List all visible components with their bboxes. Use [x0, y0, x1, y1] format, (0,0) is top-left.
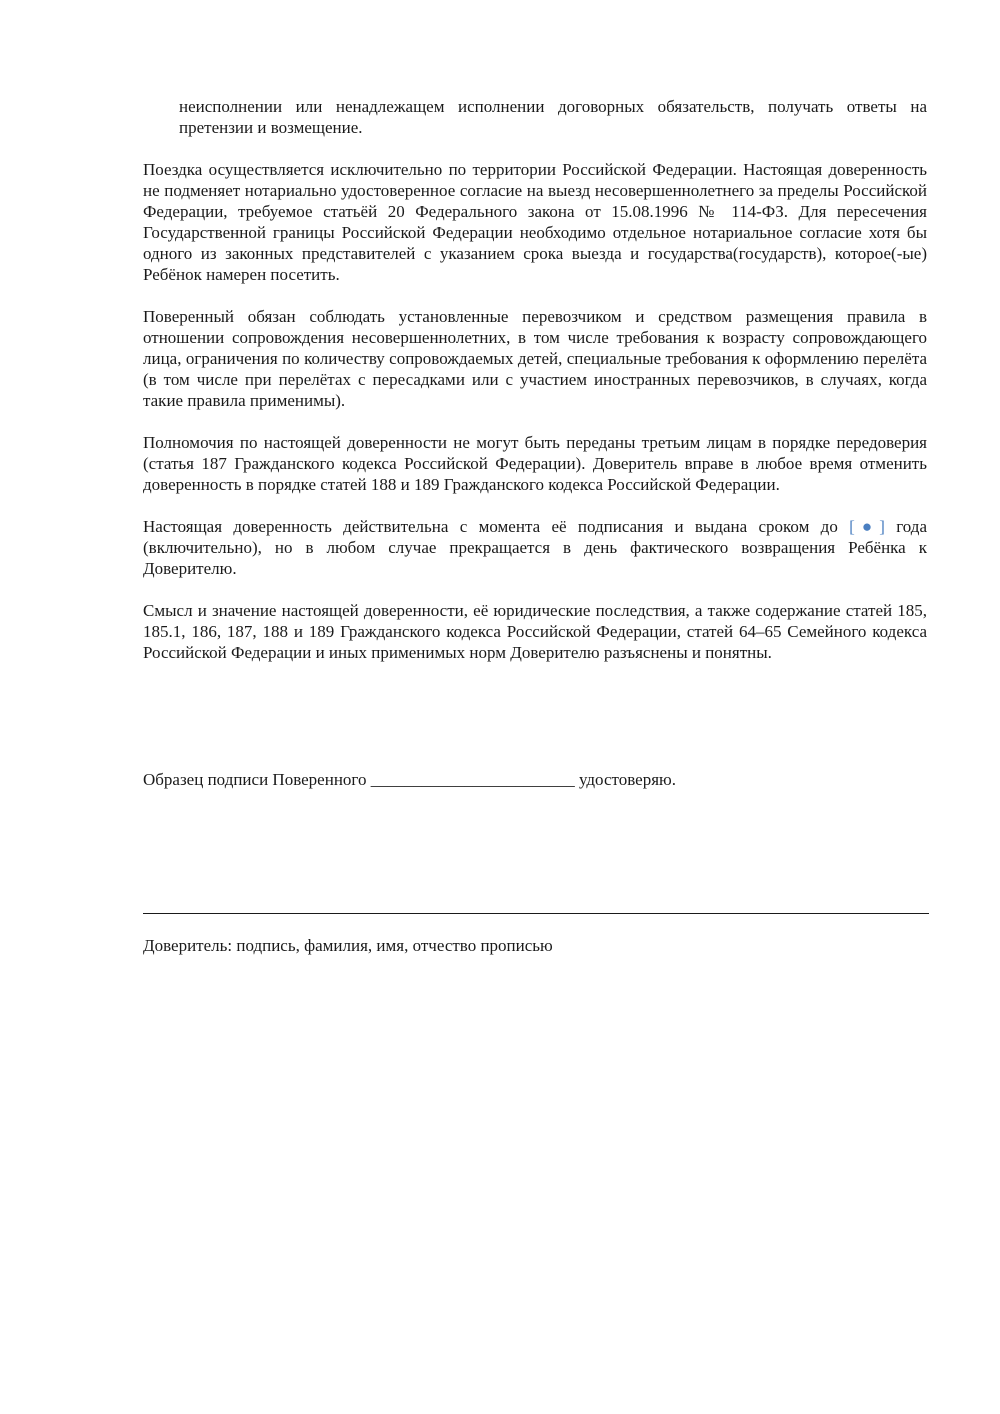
principal-signature-rule — [143, 913, 929, 914]
paragraph-continuation: неисполнении или ненадлежащем исполнении договорных обязательств, получать ответы на претензии и возмещение. — [179, 97, 927, 137]
paragraph-validity — [143, 516, 927, 579]
validity-text-before: Настоящая доверенность действительна с момента её подписания и выдана сроком до — [143, 517, 850, 536]
signature-sample-line: Образец подписи Поверенного ________________________ удостоверяю. — [143, 770, 676, 789]
principal-signature-caption: Доверитель: подпись, фамилия, имя, отчество прописью — [143, 936, 553, 955]
validity-text-after: года (включительно), но в любом случае прекращается в день фактического возвращения Ребёнка к Доверителю. — [143, 517, 927, 578]
date-placeholder: [●] — [849, 517, 885, 536]
paragraph-rules: Поверенный обязан соблюдать установленные перевозчиком и средством размещения правила в отношении сопровождения несовершеннолетних, в том числе требования к возрасту сопровождающего лица, ограничения по количеству сопровождаемых детей, специальные требования к оформлению перелёта (в том числе при перелётах с пересадками или с участием иностранных перевозчиков, в случаях, когда такие правила применимы). — [143, 307, 927, 410]
paragraph-territory: Поездка осуществляется исключительно по территории Российской Федерации. Настоящая доверенность не подменяет нотариально удостоверенное согласие на выезд несовершеннолетнего за пределы Российской Федерации, требуемое статьёй 20 Федерального закона от 15.08.1996 № 114-ФЗ. Для пересечения Государственной границы Российской Федерации необходимо отдельное нотариальное согласие хотя бы одного из законных представителей с указанием срока выезда и государства(государств), которое(-ые) Ребёнок намерен посетить. — [143, 160, 927, 284]
paragraph-meaning: Смысл и значение настоящей доверенности, её юридические последствия, а также содержание статей 185, 185.1, 186, 187, 188 и 189 Гражданского кодекса Российской Федерации, статей 64–65 Семейного кодекса Российской Федерации и иных применимых норм Доверителю разъяснены и понятны. — [143, 601, 927, 662]
paragraph-powers: Полномочия по настоящей доверенности не могут быть переданы третьим лицам в порядке передоверия (статья 187 Гражданского кодекса Российской Федерации). Доверитель вправе в любое время отменить доверенность в порядке статей 188 и 189 Гражданского кодекса Российской Федерации. — [143, 433, 927, 494]
document-page — [143, 96, 927, 955]
